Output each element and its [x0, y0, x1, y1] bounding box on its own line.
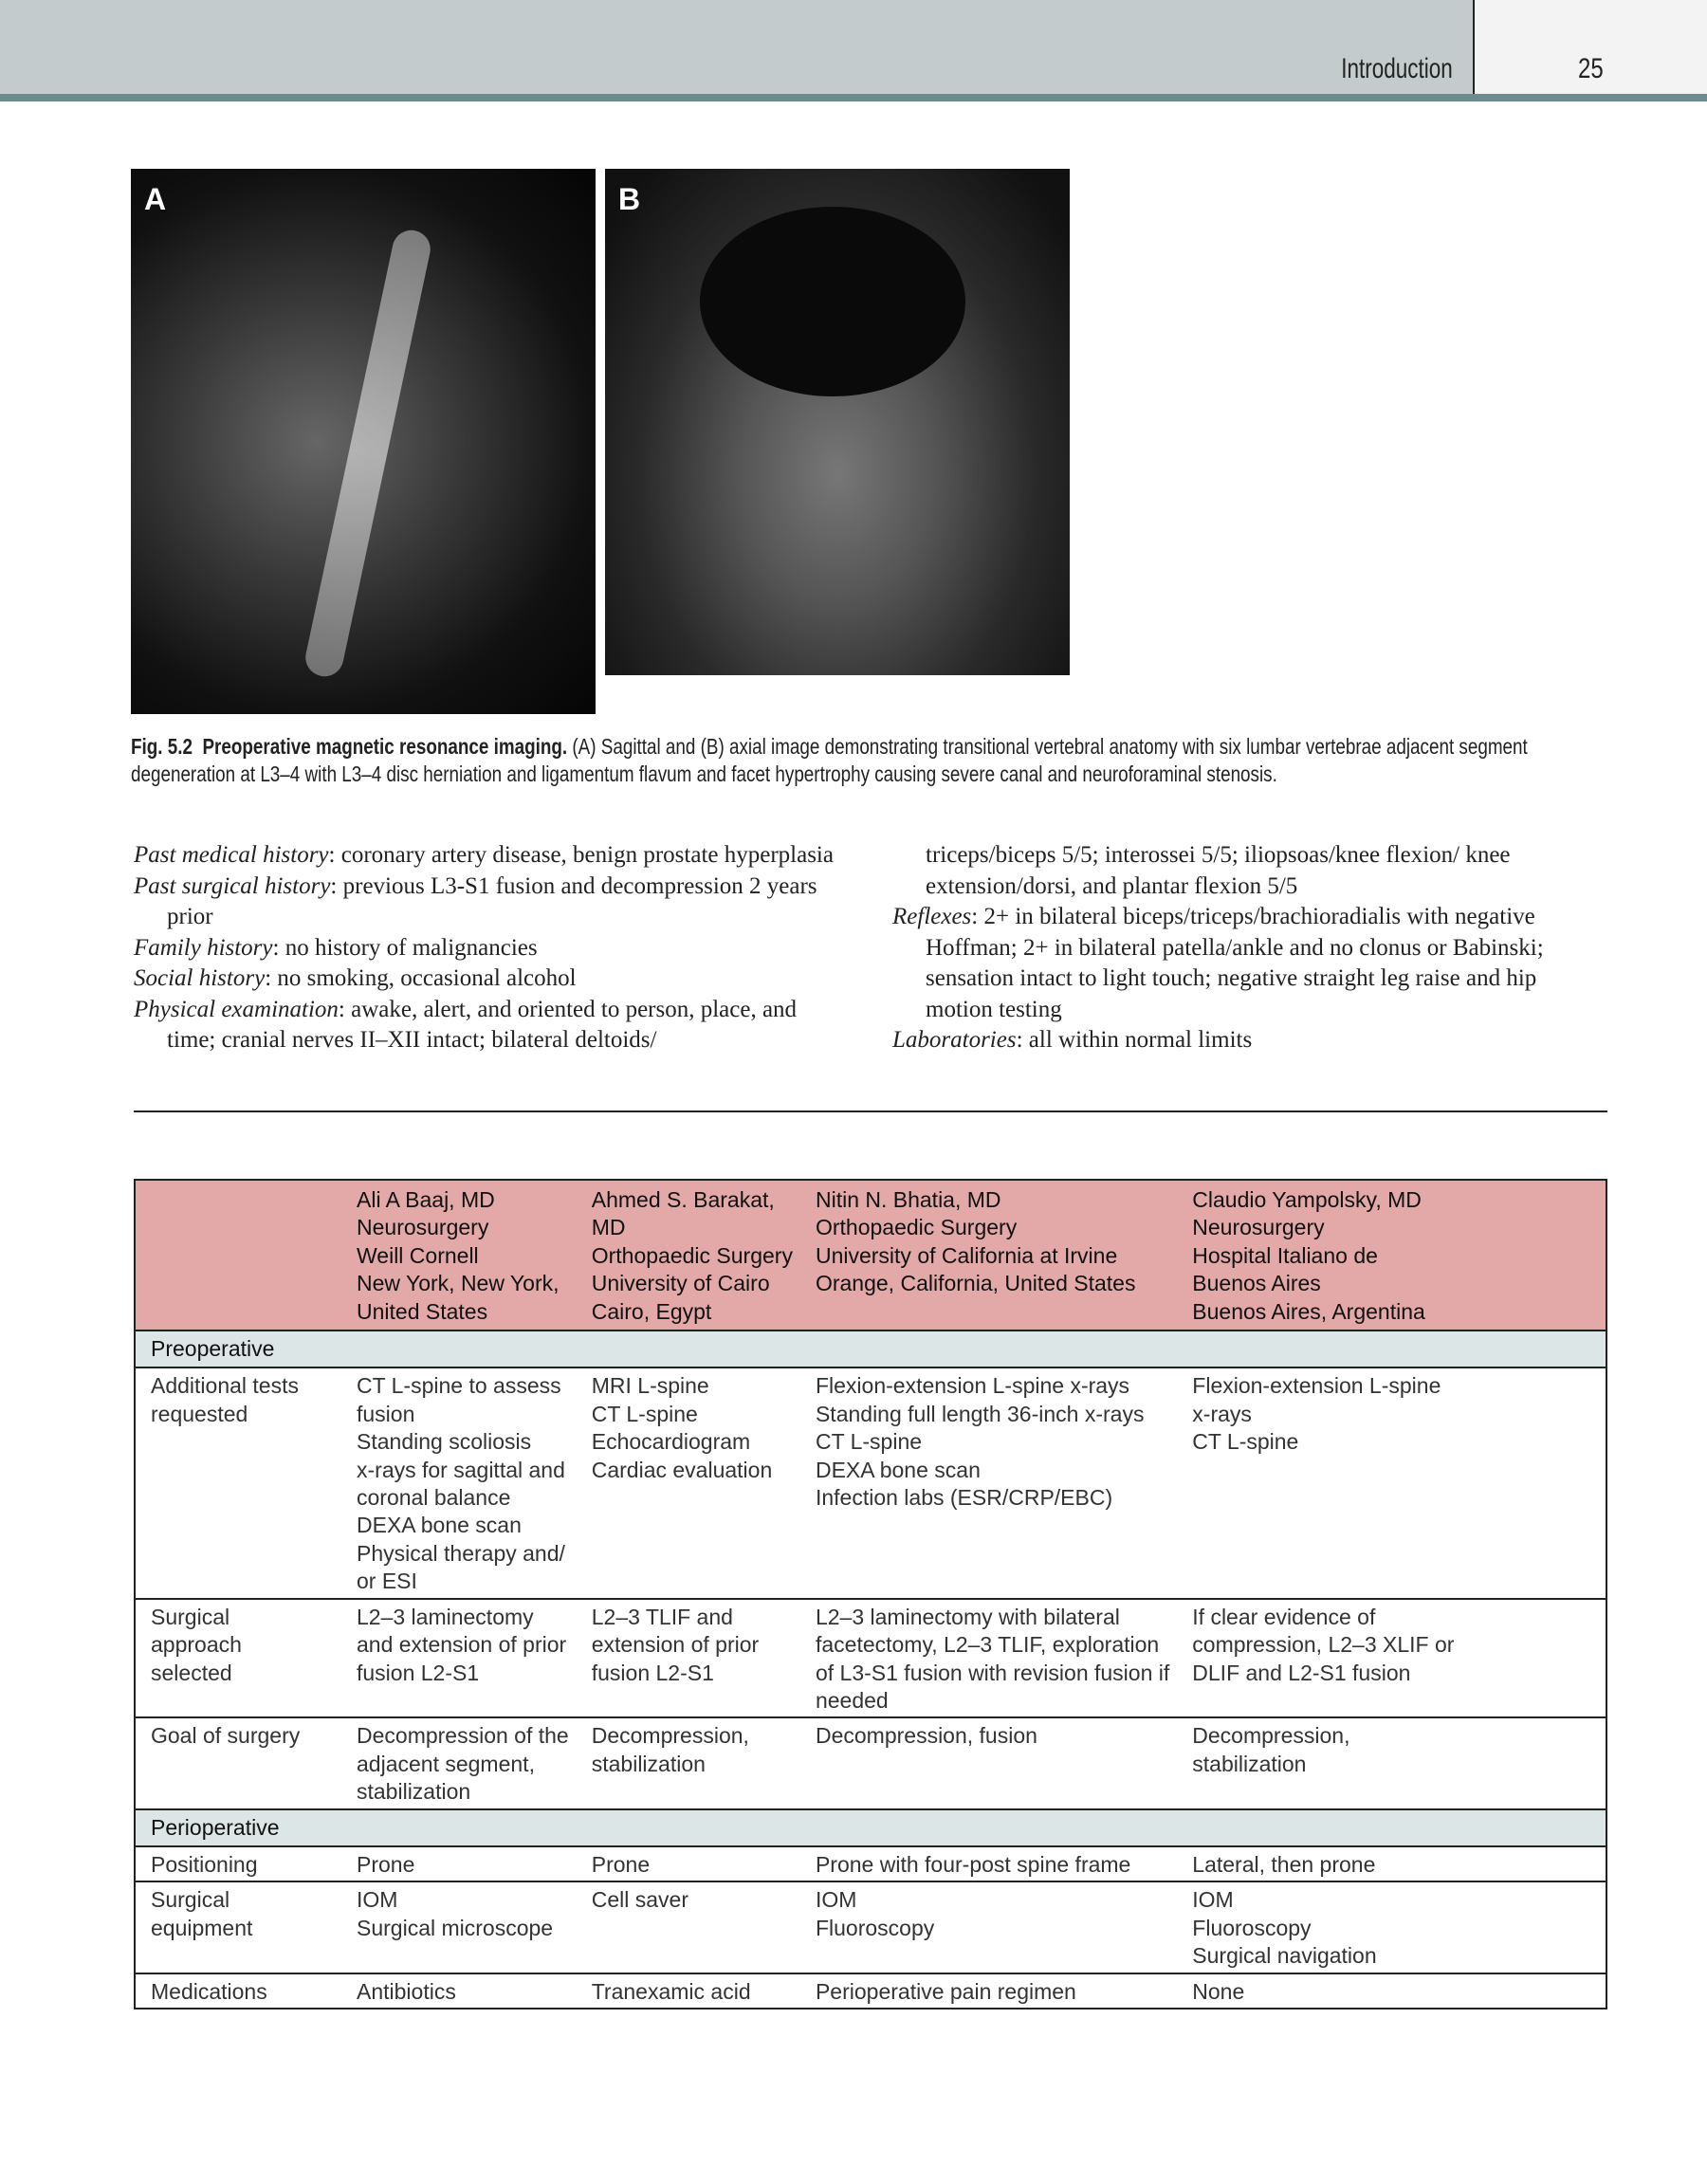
row-label-line: selected	[151, 1660, 232, 1685]
cell-line: of L3-S1 fusion with revision fusion if	[815, 1660, 1170, 1685]
header-empty-cell	[135, 1180, 341, 1331]
cell-line: or ESI	[357, 1569, 417, 1594]
history-text: : awake, alert, and oriented to person, place, and time; cranial nerves II–XII intact; bilateral deltoids/	[167, 996, 798, 1053]
cell-line: Decompression,	[591, 1723, 749, 1749]
page-number: 25	[1578, 53, 1604, 84]
row-label	[135, 1367, 341, 1598]
caption-label: Fig. 5.2	[131, 734, 193, 759]
table-cell	[800, 1367, 1177, 1598]
cell-line: compression, L2–3 XLIF or	[1192, 1632, 1455, 1658]
cell-line: L2–3 laminectomy with bilateral	[815, 1604, 1120, 1629]
cell-line: L2–3 laminectomy	[357, 1604, 534, 1629]
cell-line: Infection labs (ESR/CRP/EBC)	[815, 1485, 1113, 1511]
cell-line: Standing scoliosis	[357, 1429, 532, 1455]
cell-line: If clear evidence of	[1192, 1604, 1376, 1629]
table-cell	[341, 1599, 577, 1718]
cell-line: None	[1192, 1978, 1245, 2004]
cell-line: Physical therapy and/	[357, 1540, 565, 1566]
cell-line: Fluoroscopy	[1192, 1915, 1312, 1940]
cell-line: CT L-spine	[815, 1429, 923, 1455]
history-text: : previous L3-S1 fusion and decompression 2 years prior	[167, 872, 817, 929]
row-label	[135, 1717, 341, 1808]
cell-line: Surgical microscope	[357, 1915, 554, 1940]
history-left-column	[134, 840, 845, 1056]
history-label: Social history	[134, 965, 266, 991]
cell-line: CT L-spine	[1192, 1429, 1299, 1455]
cell-line: MRI L-spine	[591, 1373, 709, 1399]
cell-line: Prone	[357, 1851, 415, 1877]
table-cell	[800, 1881, 1177, 1973]
table-cell	[577, 1717, 800, 1808]
mri-sagittal-image	[131, 169, 596, 714]
table-cell	[1177, 1599, 1606, 1718]
surgeon-line: Weill Cornell	[357, 1242, 479, 1268]
panel-label-b: B	[618, 182, 641, 216]
table-cell	[577, 1846, 800, 1881]
table-cell	[1177, 1973, 1606, 2009]
row-label-line: equipment	[151, 1915, 253, 1940]
history-label: Past medical history	[134, 842, 329, 868]
caption-text: (A) Sagittal and (B) axial image demonstrating transitional vertebral anatomy with six lumbar vertebrae adjacent segment degeneration at L3–4 with L3–4 disc herniation and ligamentum flavum and facet hypertrophy causing severe canal and neuroforaminal stenosis.	[131, 734, 1528, 786]
history-text: : no history of malignancies	[272, 934, 538, 961]
row-label	[135, 1599, 341, 1718]
table-header-row	[135, 1180, 1606, 1331]
surgeon-header	[800, 1180, 1177, 1331]
table-row	[135, 1846, 1606, 1881]
cell-line: Standing full length 36-inch x-rays	[815, 1401, 1145, 1426]
row-label	[135, 1973, 341, 2009]
running-header	[0, 0, 1473, 95]
section-divider	[134, 1110, 1607, 1112]
section-title: Perioperative	[135, 1809, 1606, 1846]
cell-line: Tranexamic acid	[591, 1978, 751, 2004]
table-cell	[341, 1717, 577, 1808]
surgeon-line: Buenos Aires, Argentina	[1192, 1298, 1425, 1324]
table-row	[135, 1599, 1606, 1718]
cell-line: DEXA bone scan	[815, 1457, 981, 1482]
surgeon-line: Buenos Aires	[1192, 1271, 1321, 1296]
cell-line: CT L-spine	[591, 1401, 698, 1426]
table-cell	[800, 1599, 1177, 1718]
cell-line: IOM	[1192, 1887, 1234, 1913]
table-row	[135, 1881, 1606, 1973]
table-cell	[577, 1973, 800, 2009]
row-label-line: Medications	[151, 1978, 267, 2004]
history-label: Past surgical history	[134, 872, 331, 899]
table-row	[135, 1717, 1606, 1808]
section-row	[135, 1331, 1606, 1367]
cell-line: DEXA bone scan	[357, 1513, 522, 1538]
cell-line: coronal balance	[357, 1485, 511, 1511]
history-label: Family history	[134, 934, 273, 961]
table-row	[135, 1367, 1606, 1598]
history-item	[892, 902, 1594, 1025]
history-item	[134, 840, 845, 872]
history-item	[134, 872, 845, 933]
section-title: Preoperative	[135, 1331, 1606, 1367]
cell-line: Decompression of the	[357, 1723, 569, 1749]
surgeon-line: Ahmed S. Barakat,	[591, 1187, 775, 1212]
history-continuation: triceps/biceps 5/5; interossei 5/5; iliopsoas/knee flexion/ knee extension/dorsi, and plantar flexion 5/5	[926, 842, 1511, 899]
caption-title: Preoperative magnetic resonance imaging.	[202, 734, 568, 759]
cell-line: Fluoroscopy	[815, 1915, 935, 1940]
history-text: : 2+ in bilateral biceps/triceps/brachioradialis with negative Hoffman; 2+ in bilateral patella/ankle and no clonus or Babinski; sensation intact to light touch; negative straight leg raise and hip motion testing	[926, 904, 1544, 1022]
row-label-line: approach	[151, 1632, 242, 1658]
surgeon-header	[1177, 1180, 1606, 1331]
history-item	[134, 964, 845, 995]
header-rule	[0, 94, 1707, 101]
surgeon-line: Orthopaedic Surgery	[591, 1242, 793, 1268]
table-cell	[1177, 1846, 1606, 1881]
cell-line: Perioperative pain regimen	[815, 1978, 1076, 2004]
history-item	[134, 933, 845, 964]
section-title: Introduction	[1341, 53, 1453, 84]
panel-label-a: A	[144, 182, 167, 216]
history-text: : coronary artery disease, benign prostate hyperplasia	[328, 842, 834, 868]
history-item	[134, 995, 845, 1056]
cell-line: Decompression, fusion	[815, 1723, 1037, 1749]
cell-line: stabilization	[1192, 1751, 1307, 1776]
table-cell	[1177, 1881, 1606, 1973]
row-label	[135, 1881, 341, 1973]
table-cell	[577, 1367, 800, 1598]
table-cell	[800, 1973, 1177, 2009]
cell-line: Prone	[591, 1851, 651, 1877]
table-row	[135, 1973, 1606, 2009]
surgeon-line: Neurosurgery	[1192, 1215, 1325, 1240]
history-text: : no smoking, occasional alcohol	[265, 965, 577, 991]
history-right-column	[892, 840, 1594, 1056]
cell-line: and extension of prior	[357, 1632, 567, 1658]
row-label	[135, 1846, 341, 1881]
cell-line: Flexion-extension L-spine	[1192, 1373, 1441, 1399]
surgeon-line: Neurosurgery	[357, 1215, 489, 1240]
table-cell	[341, 1367, 577, 1598]
surgeon-comparison-table	[134, 1179, 1607, 2010]
cell-line: IOM	[815, 1887, 857, 1913]
surgeon-line: Cairo, Egypt	[591, 1298, 712, 1324]
surgeon-line: Hospital Italiano de	[1192, 1242, 1378, 1268]
cell-line: x-rays for sagittal and	[357, 1457, 565, 1482]
surgeon-line: Nitin N. Bhatia, MD	[815, 1187, 1001, 1212]
row-label-line: Surgical	[151, 1887, 230, 1913]
cell-line: Lateral, then prone	[1192, 1851, 1376, 1877]
cell-line: Antibiotics	[357, 1978, 456, 2004]
row-label-line: Surgical	[151, 1604, 230, 1629]
cell-line: needed	[815, 1687, 889, 1713]
cell-line: Decompression,	[1192, 1723, 1350, 1749]
surgeon-header	[577, 1180, 800, 1331]
cell-line: IOM	[357, 1887, 398, 1913]
surgeon-line: Ali A Baaj, MD	[357, 1187, 495, 1212]
cell-line: fusion L2-S1	[591, 1660, 714, 1685]
row-label-line: Goal of surgery	[151, 1723, 301, 1749]
cell-line: Cell saver	[591, 1887, 688, 1913]
cell-line: stabilization	[591, 1751, 706, 1776]
history-label: Physical examination	[134, 996, 339, 1022]
table-cell	[1177, 1717, 1606, 1808]
table-cell	[341, 1973, 577, 2009]
table-cell	[341, 1881, 577, 1973]
surgeon-line: MD	[591, 1215, 626, 1240]
cell-line: extension of prior	[591, 1632, 760, 1658]
cell-line: fusion L2-S1	[357, 1660, 480, 1685]
mri-axial-image	[605, 169, 1070, 675]
table-cell	[800, 1846, 1177, 1881]
history-label: Reflexes	[892, 904, 972, 929]
surgeon-line: Orange, California, United States	[815, 1271, 1136, 1296]
section-row	[135, 1809, 1606, 1846]
cell-line: adjacent segment,	[357, 1751, 535, 1776]
table-cell	[800, 1717, 1177, 1808]
table-cell	[1177, 1367, 1606, 1598]
table-cell	[341, 1846, 577, 1881]
table-cell	[577, 1881, 800, 1973]
surgeon-line: Orthopaedic Surgery	[815, 1215, 1018, 1240]
surgeon-line: United States	[357, 1298, 488, 1324]
cell-line: L2–3 TLIF and	[591, 1604, 733, 1629]
cell-line: Echocardiogram	[591, 1429, 751, 1455]
row-label-line: Additional tests	[151, 1373, 299, 1399]
surgeon-line: Claudio Yampolsky, MD	[1192, 1187, 1422, 1212]
cell-line: stabilization	[357, 1779, 471, 1805]
table-cell	[577, 1599, 800, 1718]
history-text: : all within normal limits	[1016, 1027, 1253, 1053]
cell-line: DLIF and L2-S1 fusion	[1192, 1660, 1411, 1685]
row-label-line: requested	[151, 1401, 248, 1426]
cell-line: CT L-spine to assess	[357, 1373, 561, 1399]
history-label: Laboratories	[892, 1027, 1017, 1053]
surgeon-line: University of Cairo	[591, 1271, 770, 1296]
figure-caption	[131, 733, 1593, 788]
cell-line: x-rays	[1192, 1401, 1252, 1426]
surgeon-line: New York, New York,	[357, 1271, 560, 1296]
cell-line: Flexion-extension L-spine x-rays	[815, 1373, 1130, 1399]
history-item	[892, 1025, 1594, 1056]
cell-line: Surgical navigation	[1192, 1943, 1377, 1969]
row-label-line: Positioning	[151, 1851, 258, 1877]
surgeon-line: University of California at Irvine	[815, 1242, 1118, 1268]
cell-line: Prone with four-post spine frame	[815, 1851, 1131, 1877]
cell-line: fusion	[357, 1401, 415, 1426]
cell-line: Cardiac evaluation	[591, 1457, 773, 1482]
cell-line: facetectomy, L2–3 TLIF, exploration	[815, 1632, 1160, 1658]
surgeon-header	[341, 1180, 577, 1331]
